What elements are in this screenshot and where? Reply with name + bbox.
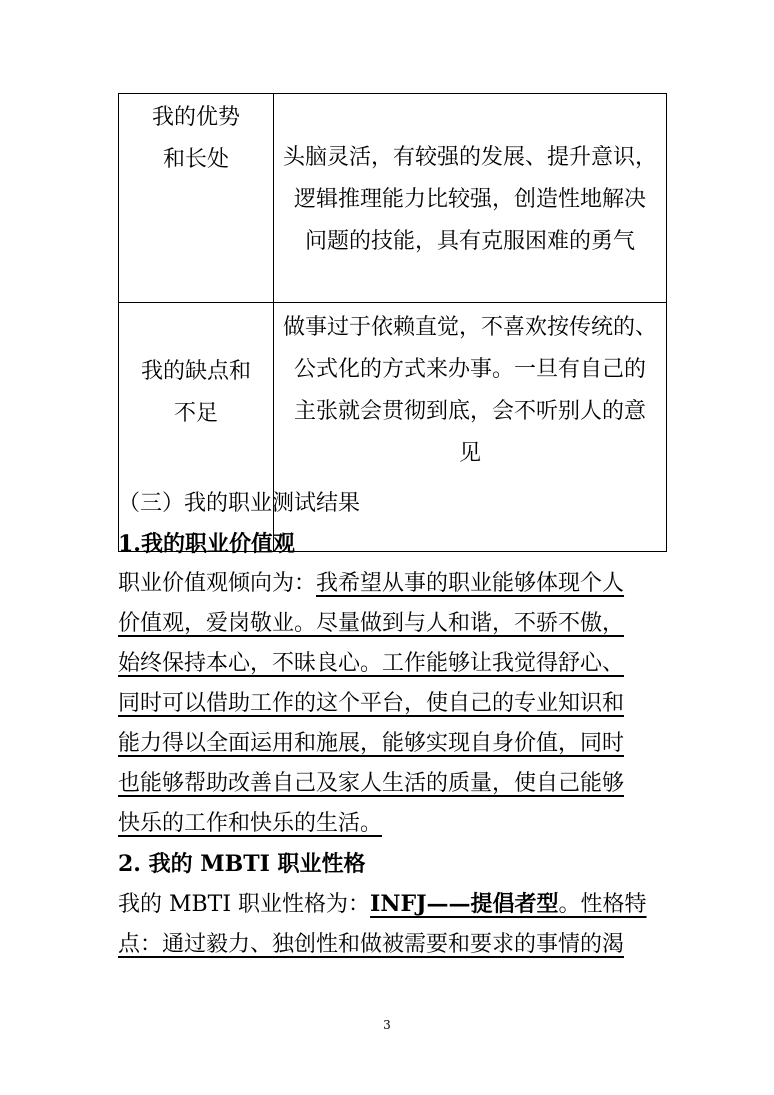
career-values-text: 能力得以全面运用和施展，能够实现自身价值，同时 bbox=[118, 731, 625, 756]
page-number: 3 bbox=[383, 1018, 391, 1032]
mbti-paragraph bbox=[118, 884, 664, 965]
mbti-type: INFJ——提倡者型 bbox=[370, 891, 559, 917]
career-values-text: 同时可以借助工作的这个平台，使自己的专业知识和 bbox=[118, 691, 625, 716]
career-values-text: 也能够帮助改善自己及家人生活的质量，使自己能够 bbox=[118, 771, 625, 796]
table-row bbox=[119, 94, 667, 303]
career-values-text: 我希望从事的职业能够体现个人 bbox=[316, 571, 625, 596]
career-values-text: 快乐的工作和快乐的生活。 bbox=[118, 811, 383, 836]
mbti-traits-text: 点：通过毅力、独创性和做被需要和要求的事情的渴 bbox=[118, 932, 625, 957]
weaknesses-label: 我的缺点和 不足 bbox=[119, 303, 274, 552]
mbti-lead: 我的 MBTI 职业性格为： bbox=[118, 892, 371, 917]
mbti-type-punct: 。 bbox=[558, 892, 581, 917]
subsection-title-mbti: 2. 我的 MBTI 职业性格 bbox=[118, 851, 366, 877]
subsection-title-values: 1.我的职业价值观 bbox=[118, 531, 295, 557]
strengths-text: 头脑灵活，有较强的发展、提升意识， 逻辑推理能力比较强，创造性地解决 问题的技能，具有克服困难的勇气 bbox=[274, 94, 667, 303]
weaknesses-text: 做事过于依赖直觉，不喜欢按传统的、 公式化的方式来办事。一旦有自己的 主张就会贯彻到底，会不听别人的意 见 bbox=[274, 303, 667, 552]
career-values-text: 始终保持本心，不昧良心。工作能够让我觉得舒心、 bbox=[118, 651, 625, 676]
strengths-label: 我的优势 和长处 bbox=[119, 94, 274, 303]
career-values-text: 价值观，爱岗敬业。尽量做到与人和谐，不骄不傲， bbox=[118, 611, 625, 636]
mbti-traits-text: 性格特 bbox=[580, 892, 647, 917]
section-body bbox=[118, 484, 664, 965]
career-values-paragraph bbox=[118, 564, 664, 844]
career-values-lead: 职业价值观倾向为： bbox=[118, 571, 317, 596]
section-heading: （三）我的职业测试结果 bbox=[118, 491, 361, 516]
